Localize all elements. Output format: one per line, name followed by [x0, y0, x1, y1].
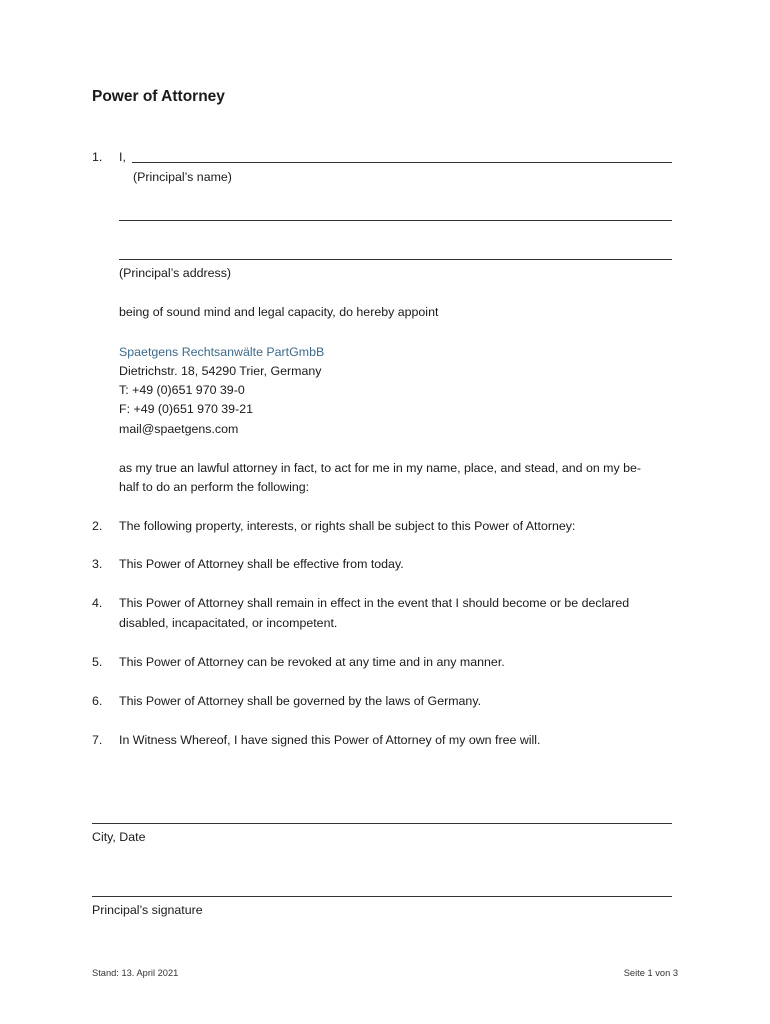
- attorney-fax: F: +49 (0)651 970 39-21: [119, 402, 253, 416]
- item-text: This Power of Attorney shall be effective from today.: [119, 557, 404, 571]
- item-text-line-1: This Power of Attorney shall remain in effect in the event that I should become or be declared: [119, 596, 630, 610]
- item-number: 4.: [92, 596, 103, 610]
- principal-address-line-1: [119, 220, 672, 221]
- attorney-email: mail@spaetgens.com: [119, 422, 239, 436]
- signature-line: [92, 896, 672, 897]
- principal-prefix: I,: [119, 150, 126, 164]
- lawful-text-line-1: as my true an lawful attorney in fact, to act for me in my name, place, and stead, and on my be-: [119, 461, 642, 475]
- item-text-line-2: disabled, incapacitated, or incompetent.: [119, 616, 338, 630]
- footer-date: Stand: 13. April 2021: [92, 968, 179, 978]
- lawful-text-line-2: half to do an perform the following:: [119, 480, 310, 494]
- appoint-text: being of sound mind and legal capacity, do hereby appoint: [119, 305, 439, 319]
- principal-signature-label: Principal’s signature: [92, 903, 203, 917]
- item-number: 7.: [92, 733, 103, 747]
- item-text: The following property, interests, or rights shall be subject to this Power of Attorney:: [119, 519, 576, 533]
- item-text: This Power of Attorney can be revoked at any time and in any manner.: [119, 655, 505, 669]
- principal-address-line-2: [119, 259, 672, 260]
- item-number: 1.: [92, 150, 103, 164]
- item-number: 6.: [92, 694, 103, 708]
- item-number: 5.: [92, 655, 103, 669]
- item-number: 3.: [92, 557, 103, 571]
- city-date-line: [92, 823, 672, 824]
- principal-address-label: (Principal’s address): [119, 266, 232, 280]
- attorney-address: Dietrichstr. 18, 54290 Trier, Germany: [119, 364, 322, 378]
- document-title: Power of Attorney: [92, 88, 225, 105]
- attorney-phone: T: +49 (0)651 970 39-0: [119, 383, 245, 397]
- attorney-firm: Spaetgens Rechtsanwälte PartGmbB: [119, 345, 325, 359]
- principal-name-label: (Principal’s name): [133, 170, 232, 184]
- footer-page-number: Seite 1 von 3: [623, 968, 678, 978]
- item-number: 2.: [92, 519, 103, 533]
- city-date-label: City, Date: [92, 830, 146, 844]
- principal-name-line: [132, 162, 672, 163]
- item-text: In Witness Whereof, I have signed this Power of Attorney of my own free will.: [119, 733, 541, 747]
- item-text: This Power of Attorney shall be governed by the laws of Germany.: [119, 694, 482, 708]
